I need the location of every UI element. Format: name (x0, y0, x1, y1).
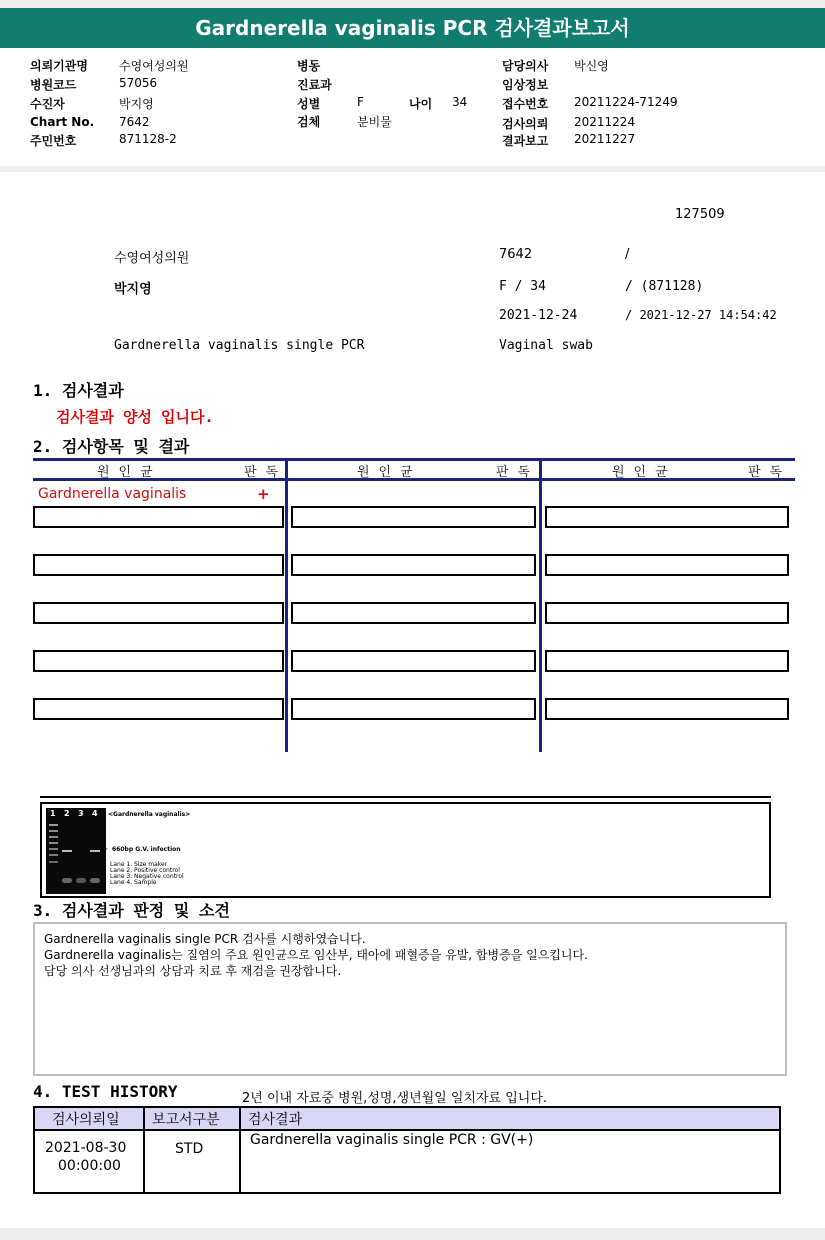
institution-label: 의뢰기관명 (30, 59, 88, 73)
age-label: 나이 (409, 97, 433, 111)
result-box (545, 554, 789, 576)
birth-date: / (871128) (625, 279, 704, 294)
gel-caption: <Gardnerella vaginalis> (108, 811, 191, 818)
sample-band (90, 850, 100, 852)
lane-legend-1: Lane 1. Size maker (110, 861, 168, 868)
section3-title: 3. 검사결과 판정 및 소견 (33, 901, 230, 920)
primer-dimer (76, 878, 86, 883)
comment-line-3: 담당 의사 선생님과의 상담과 치료 후 재검을 권장합니다. (44, 964, 342, 978)
rrn-label: 주민번호 (30, 134, 77, 148)
history-time: 00:00:00 (58, 1158, 121, 1174)
section1-title: 1. 검사결과 (33, 381, 124, 400)
test-history-table (33, 1106, 781, 1194)
col2-organism-header: 원인균 (357, 465, 422, 480)
report-id: 127509 (675, 207, 725, 222)
band-arrow: ← (102, 845, 108, 853)
chart-label: Chart No. (30, 115, 95, 129)
doctor-value: 박신영 (574, 59, 609, 73)
result-box (33, 698, 284, 720)
result-box (545, 650, 789, 672)
institution-value: 수영여성의원 (119, 59, 189, 73)
ladder-band (49, 824, 58, 826)
result-box (291, 554, 536, 576)
sex-label: 성별 (297, 97, 321, 111)
col2-judgement-header: 판독 (496, 465, 540, 480)
col3-organism-header: 원인균 (612, 465, 677, 480)
table-divider-2 (539, 458, 542, 752)
dept-label: 진료과 (297, 78, 332, 92)
history-header-date: 검사의뢰일 (52, 1112, 120, 1128)
history-note: 2년 이내 자료중 병원,성명,생년월일 일치자료 입니다. (242, 1091, 548, 1106)
top-strip (0, 0, 825, 8)
ward-label: 병동 (297, 59, 321, 73)
request-info-panel (0, 48, 825, 167)
positive-control-band (62, 850, 72, 852)
request-date-value: 20211224 (574, 115, 636, 129)
gel-electrophoresis-image (46, 808, 106, 894)
receipt-label: 접수번호 (502, 97, 549, 111)
result-box (291, 506, 536, 528)
ladder-band (49, 861, 58, 863)
chart-value: 7642 (119, 115, 150, 129)
hospital-code-value: 57056 (119, 76, 158, 90)
patient-name: 박지영 (114, 282, 152, 297)
history-col-divider (143, 1108, 145, 1192)
report-title: Gardnerella vaginalis PCR 검사결과보고서 (0, 8, 825, 48)
history-col-divider (239, 1108, 241, 1192)
report-date-value: 20211227 (574, 132, 636, 146)
primer-dimer (62, 878, 72, 883)
patient-label: 수진자 (30, 97, 65, 111)
col3-judgement-header: 판독 (748, 465, 792, 480)
findings-comment-box (33, 922, 787, 1076)
lane-1-number: 1 (50, 809, 56, 818)
request-date: 2021-12-24 (499, 308, 578, 323)
lane-legend-2: Lane 2. Positive control (110, 867, 180, 874)
comment-line-1: Gardnerella vaginalis single PCR 검사를 시행하였습니다. (44, 932, 366, 946)
ladder-band (49, 854, 58, 856)
result-box (291, 650, 536, 672)
report-datetime: / 2021-12-27 14:54:42 (625, 308, 777, 322)
judgement-positive: + (257, 485, 270, 503)
section2-title: 2. 검사항목 및 결과 (33, 437, 190, 456)
ladder-band (49, 836, 58, 838)
sex-age: F / 34 (499, 279, 546, 294)
result-box (33, 602, 284, 624)
clinical-info-label: 임상정보 (502, 78, 549, 92)
organism-name: Gardnerella vaginalis (38, 486, 187, 502)
result-box (33, 506, 284, 528)
section4-title: 4. TEST HISTORY (33, 1082, 178, 1101)
test-name: Gardnerella vaginalis single PCR (114, 338, 365, 353)
clinic-name: 수영여성의원 (114, 251, 190, 266)
ladder-band (49, 830, 58, 832)
specimen-label: 검체 (297, 115, 321, 129)
col1-organism-header: 원인균 (97, 465, 162, 480)
result-box (291, 698, 536, 720)
specimen-type: Vaginal swab (499, 338, 593, 353)
gel-image-panel (40, 802, 771, 898)
lane-legend-3: Lane 3. Negative control (110, 873, 184, 880)
result-box (291, 602, 536, 624)
specimen-value: 분비물 (357, 115, 392, 129)
result-box (33, 554, 284, 576)
comment-line-2: Gardnerella vaginalis는 질염의 주요 원인균으로 임산부, 태아에 패혈증을 유발, 합병증을 일으킵니다. (44, 948, 588, 962)
rrn-value: 871128-2 (119, 132, 177, 146)
chart-number: 7642 (499, 247, 533, 262)
col1-judgement-header: 판독 (244, 465, 288, 480)
table-divider-1 (285, 458, 288, 752)
lane-legend-4: Lane 4. Sample (110, 879, 157, 886)
primer-dimer (90, 878, 100, 883)
result-box (33, 650, 284, 672)
ladder-band (49, 848, 58, 850)
age-value: 34 (452, 95, 468, 109)
hospital-code-label: 병원코드 (30, 78, 77, 92)
result-box (545, 506, 789, 528)
history-header-type: 보고서구분 (152, 1112, 220, 1128)
history-result: Gardnerella vaginalis single PCR : GV(+) (250, 1132, 534, 1148)
lane-4-number: 4 (92, 809, 98, 818)
history-header-result: 검사결과 (248, 1112, 303, 1128)
receipt-value: 20211224-71249 (574, 95, 678, 109)
bottom-strip (0, 1228, 825, 1240)
slash-separator: / (625, 247, 630, 262)
lane-3-number: 3 (78, 809, 84, 818)
doctor-label: 담당의사 (502, 59, 549, 73)
lane-2-number: 2 (64, 809, 70, 818)
result-box (545, 602, 789, 624)
band-label: 660bp G.V. infection (112, 846, 181, 853)
patient-value: 박지영 (119, 97, 154, 111)
gel-top-rule (40, 796, 771, 798)
ladder-band (49, 842, 58, 844)
sex-value: F (357, 95, 364, 109)
request-date-label: 검사의뢰 (502, 117, 549, 131)
positive-result: 검사결과 양성 입니다. (56, 408, 214, 426)
history-report-type: STD (175, 1141, 204, 1157)
history-header-row (35, 1108, 779, 1131)
separator-band (0, 166, 825, 172)
history-date: 2021-08-30 (45, 1140, 127, 1156)
report-date-label: 결과보고 (502, 134, 549, 148)
result-box (545, 698, 789, 720)
